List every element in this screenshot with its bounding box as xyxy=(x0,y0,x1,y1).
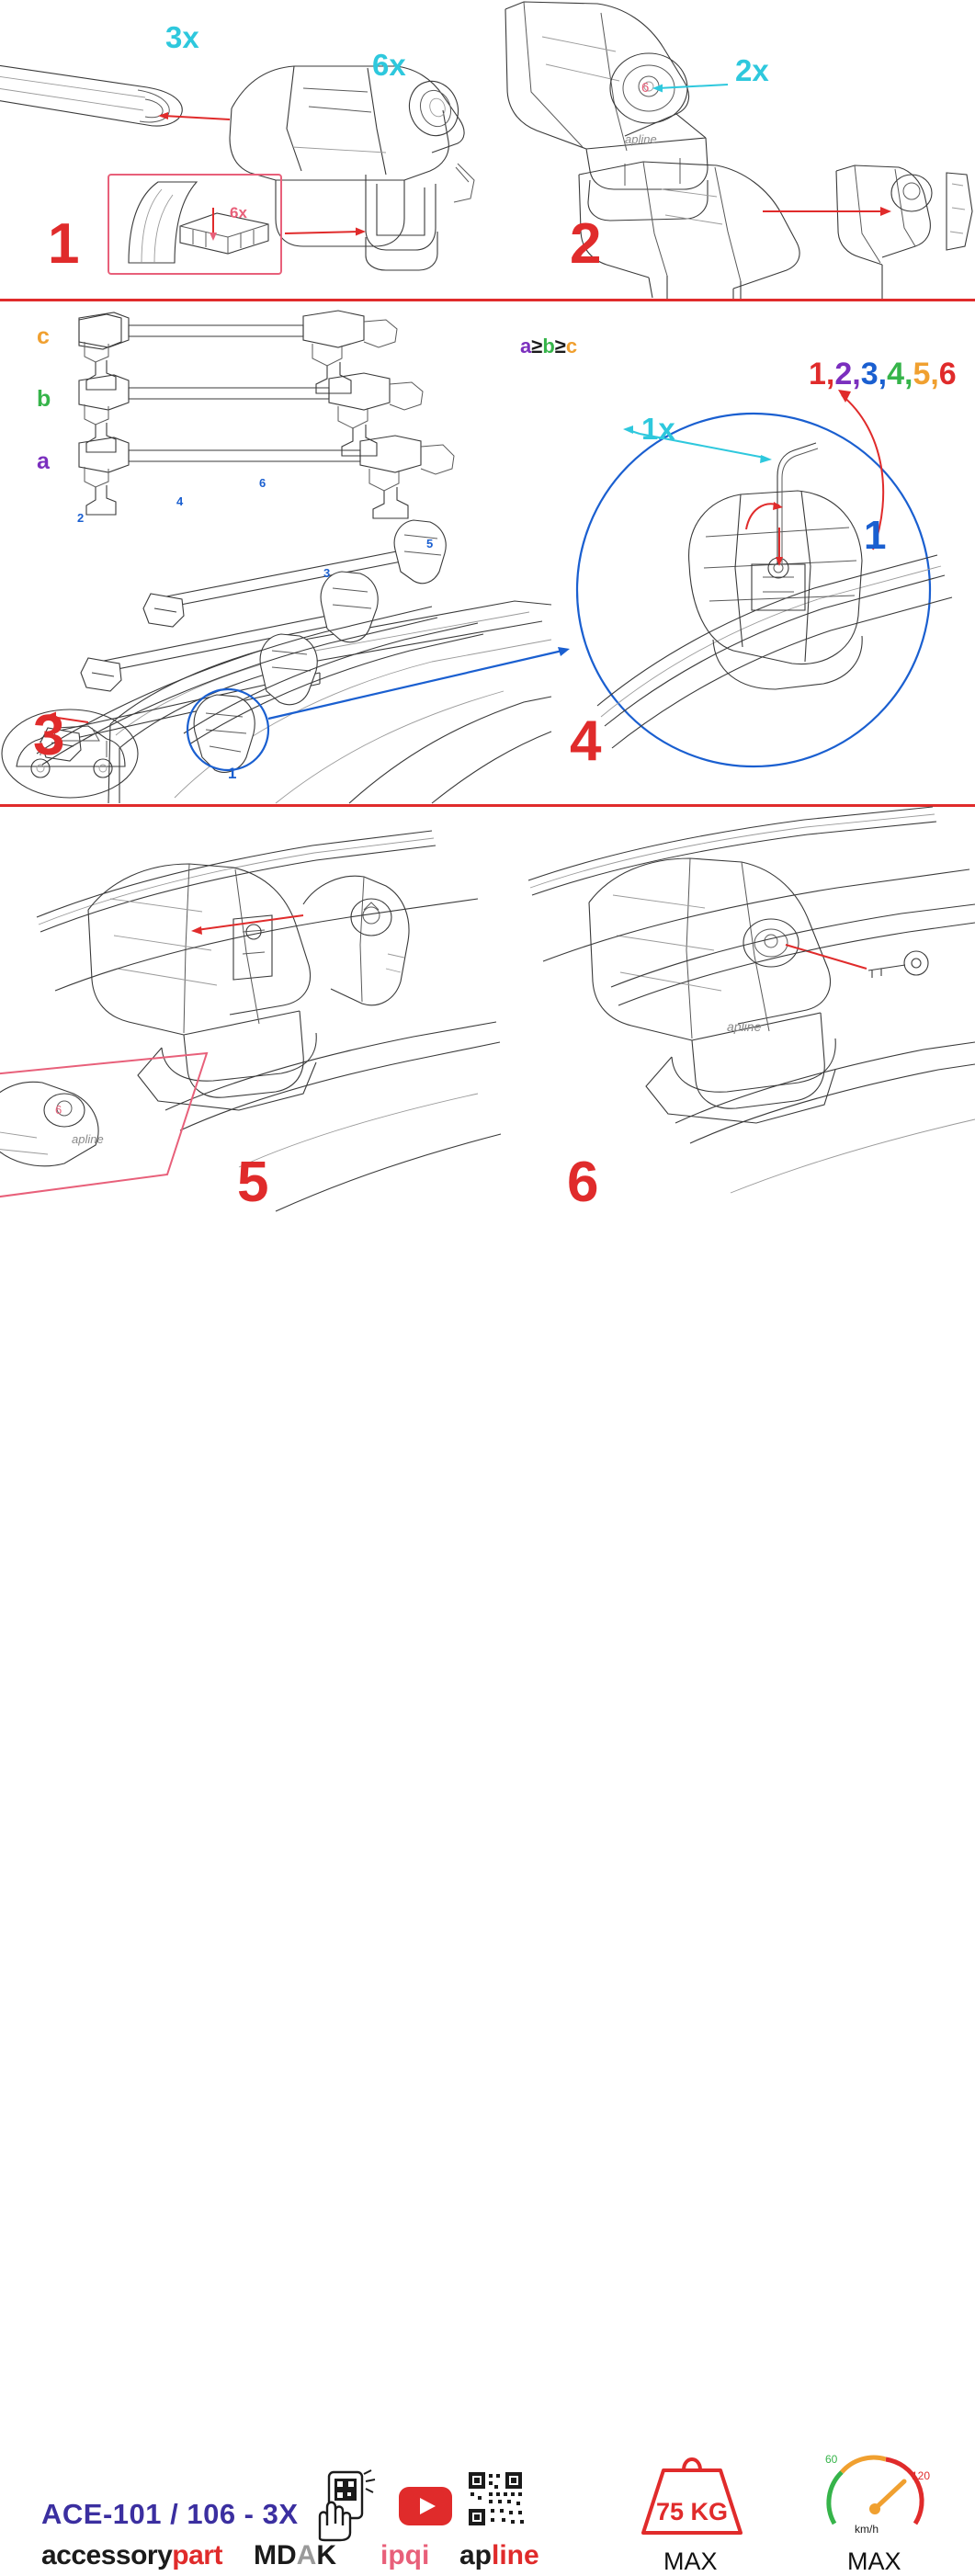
svg-text:60: 60 xyxy=(825,2453,838,2466)
brand-accessorypart-part1: accessory xyxy=(41,2540,173,2570)
rule-ge-2: ≥ xyxy=(554,335,566,357)
bar-label-a: a xyxy=(37,448,50,474)
foot-cover-assembly xyxy=(579,162,972,299)
rule-a: a xyxy=(520,335,532,357)
brand-apline-part2: line xyxy=(492,2540,539,2570)
lock-cover-piece xyxy=(303,876,409,1004)
max-load-caption: MAX xyxy=(663,2548,718,2575)
svg-text:km/h: km/h xyxy=(855,2523,879,2536)
qty-6x-pad-label: 6x xyxy=(230,204,247,221)
foot-marker-3: 3 xyxy=(323,566,331,580)
foot-with-lock-cover xyxy=(505,2,708,221)
key-icon xyxy=(868,951,928,978)
max-speed-caption: MAX xyxy=(847,2548,901,2575)
step-2-number: 2 xyxy=(570,212,601,276)
brand-ipqi xyxy=(380,2540,429,2571)
detail-circle xyxy=(577,414,930,766)
youtube-icon[interactable] xyxy=(399,2487,452,2525)
svg-text:apline: apline xyxy=(72,1132,104,1146)
crossbar-drawing xyxy=(0,64,182,126)
svg-text:apline: apline xyxy=(625,132,657,146)
bar-label-c: c xyxy=(37,323,50,349)
brand-mdak-part2: A xyxy=(296,2540,317,2570)
step-3-number: 3 xyxy=(33,704,64,767)
arrow-qty-2x xyxy=(658,85,728,88)
step-3-illustration xyxy=(0,301,551,804)
foot-marker-1: 1 xyxy=(228,765,237,782)
brand-mdak xyxy=(254,2540,336,2571)
qty-2x-label: 2x xyxy=(735,53,769,87)
svg-text:6: 6 xyxy=(641,80,650,96)
rule-c: c xyxy=(565,335,578,357)
bar-set-b xyxy=(79,373,423,456)
svg-text:apline: apline xyxy=(727,1019,762,1034)
step-6-panel xyxy=(501,807,975,1231)
foot-marker-5: 5 xyxy=(426,537,434,550)
turn-count-label: 1 xyxy=(864,513,887,558)
rule-b: b xyxy=(542,335,555,357)
bar-label-b: b xyxy=(37,386,51,412)
sequence-label: 1,2,3,4,5,6 xyxy=(809,357,957,392)
brand-mdak-part3: K xyxy=(316,2540,336,2570)
lock-detail-inset xyxy=(0,1053,207,1204)
footer xyxy=(0,1231,975,2575)
step-2-panel xyxy=(487,0,975,299)
qr-code-icon[interactable] xyxy=(467,2470,524,2527)
brand-accessorypart xyxy=(41,2540,222,2571)
step-5-number: 5 xyxy=(237,1151,268,1214)
brand-apline-part1: ap xyxy=(459,2540,493,2570)
qty-1x-label: 1x xyxy=(641,412,675,446)
foot-marker-2: 2 xyxy=(77,511,85,525)
allen-key-tool xyxy=(777,443,818,564)
bar-variant-c xyxy=(79,314,121,629)
brand-ipqi-text: ipqi xyxy=(380,2540,430,2570)
rack-foot-5 xyxy=(88,864,316,1110)
brand-accessorypart-part2: part xyxy=(172,2540,222,2570)
brand-apline xyxy=(459,2540,539,2571)
rack-foot-6 xyxy=(589,858,835,1123)
rubber-pad-inset xyxy=(108,175,281,274)
bar-set-a xyxy=(79,436,454,518)
brand-mdak-part1: MD xyxy=(254,2540,297,2570)
step-5-panel xyxy=(0,807,501,1231)
foot-marker-6: 6 xyxy=(259,476,266,490)
step-1-number: 1 xyxy=(48,212,79,276)
svg-text:6: 6 xyxy=(55,1103,62,1117)
step-4-number: 4 xyxy=(570,709,601,773)
step-2-illustration xyxy=(487,0,975,299)
qty-6x-label: 6x xyxy=(372,48,406,82)
arrow-bar-to-foot xyxy=(164,116,230,119)
step-3-panel xyxy=(0,301,551,804)
step-6-number: 6 xyxy=(567,1151,598,1214)
max-speed-icon xyxy=(820,2445,930,2542)
step-4-panel xyxy=(551,301,975,804)
svg-text:120: 120 xyxy=(912,2469,931,2482)
qty-3x-label: 3x xyxy=(165,20,199,54)
arrow-pad-to-foot xyxy=(285,232,360,233)
rule-ge-1: ≥ xyxy=(531,335,543,357)
rack-foot-drawing xyxy=(230,66,474,270)
step-1-panel xyxy=(0,0,487,299)
foot-marker-4: 4 xyxy=(176,494,184,508)
max-load-value: 75 KG xyxy=(656,2498,729,2525)
qr-scan-hand-icon[interactable] xyxy=(311,2470,377,2540)
model-code: ACE-101 / 106 - 3X xyxy=(41,2498,299,2530)
bar-set-c xyxy=(79,311,397,393)
